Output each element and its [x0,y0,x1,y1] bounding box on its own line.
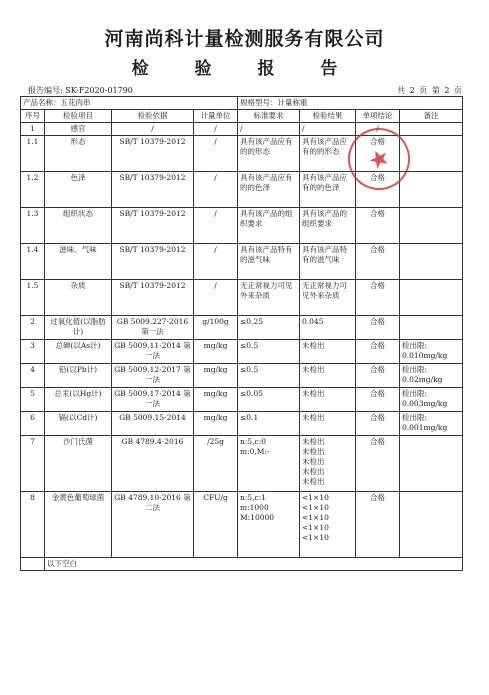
table-row [21,340,463,364]
table-row [21,364,463,388]
cell-result: 具有该产品应有的的形态 [300,136,356,172]
cell-req: ≤0.5 [238,364,300,388]
cell-note: 检出限: 0.02mg/kg [400,364,463,388]
cell-no: 1 [21,123,45,136]
col-header: 单项结论 [356,110,400,123]
cell-basis: SB/T 10379-2012 [112,208,194,244]
cell-item: 杂质 [45,280,112,316]
cell-note: 检出限: 0.003mg/kg [400,388,463,412]
cell-note [400,280,463,316]
cell-req: ≤0.05 [238,388,300,412]
cell-conclusion: 合格 [356,388,400,412]
cell-no: 5 [21,388,45,412]
cell-item: 色泽 [45,172,112,208]
table-row [21,388,463,412]
cell-req: 具有该产品的组织要求 [238,208,300,244]
header-row [21,110,463,123]
cell-unit: mg/kg [194,388,238,412]
spec-cell: 规格型号：计量称重 [238,97,463,110]
cell-note: 检出限: 0.001mg/kg [400,412,463,436]
col-header: 检验依据 [112,110,194,123]
cell-req: 具有该产品特有的滋气味 [238,244,300,280]
cell-conclusion: 合格 [356,364,400,388]
cell-basis: GB 4789.10-2016 第二法 [112,492,194,558]
cell-unit: CFU/g [194,492,238,558]
cell-result: 未检出 [300,364,356,388]
cell-no: 2 [21,316,45,340]
cell-item: 感官 [45,123,112,136]
cell-item: 沙门氏菌 [45,436,112,492]
cell-result: 0.045 [300,316,356,340]
cell-conclusion: 合格 [356,280,400,316]
cell-note [400,436,463,492]
cell-unit: mg/kg [194,412,238,436]
cell-item: 镉(以Cd计) [45,412,112,436]
cell-result: 具有该产品应有的的色泽 [300,172,356,208]
cell-conclusion: 合格 [356,340,400,364]
cell-no: 1.1 [21,136,45,172]
cell-conclusion: 合格 [356,172,400,208]
cell-result: 未检出 未检出 未检出 未检出 未检出 [300,436,356,492]
cell-unit: mg/kg [194,364,238,388]
cell-result: 无正常视力可见外来杂质 [300,280,356,316]
cell-result: 具有该产品的组织要求 [300,208,356,244]
cell-note [400,316,463,340]
col-header: 检验项目 [45,110,112,123]
cell-no: 7 [21,436,45,492]
cell-req: ≤0.25 [238,316,300,340]
table-row [21,412,463,436]
cell-conclusion: 合格 [356,208,400,244]
cell-no: 3 [21,340,45,364]
cell-note [400,244,463,280]
cell-note [400,208,463,244]
cell-conclusion: 合格 [356,492,400,558]
cell-result: / [300,123,356,136]
cell-item: 总汞(以Hg计) [45,388,112,412]
col-header: 标准要求 [238,110,300,123]
cell-result: 具有该产品特有的滋气味 [300,244,356,280]
cell-unit: / [194,280,238,316]
cell-req: 具有该产品应有的的形态 [238,136,300,172]
cell-req: n:5,c:1 m:1000 M:10000 [238,492,300,558]
cell-item: 总砷(以As计) [45,340,112,364]
cell-basis: SB/T 10379-2012 [112,172,194,208]
cell-conclusion: 合格 [356,316,400,340]
report-meta-row [28,85,462,96]
cell-conclusion: 合格 [356,136,400,172]
table-row [21,244,463,280]
cell-item: 滋味、气味 [45,244,112,280]
cell-basis: SB/T 10379-2012 [112,280,194,316]
cell-result: <1×10 <1×10 <1×10 <1×10 <1×10 [300,492,356,558]
page-info: 共 2 页 第 2 页 [397,86,462,95]
cell-req: n:5,c:0 m:0,M:- [238,436,300,492]
rows-body [21,123,463,558]
cell-conclusion: / [356,123,400,136]
table-row [21,280,463,316]
cell-unit: / [194,123,238,136]
cell-basis: GB 5009.227-2016 第一法 [112,316,194,340]
cell-no: 6 [21,412,45,436]
company-name: 河南尚科计量检测服务有限公司 [104,28,385,50]
cell-note [400,123,463,136]
col-header: 备注 [400,110,463,123]
cell-no: 1.3 [21,208,45,244]
cell-req: 具有该产品应有的的色泽 [238,172,300,208]
cell-no: 1.5 [21,280,45,316]
cell-unit: / [194,244,238,280]
cell-unit: / [194,208,238,244]
cell-basis: GB 5009.17-2014 第一法 [112,388,194,412]
cell-req: ≤0.5 [238,340,300,364]
product-name-cell: 产品名称：五花肉串 [21,97,238,110]
cell-unit: mg/kg [194,340,238,364]
cell-basis: SB/T 10379-2012 [112,244,194,280]
cell-req: 无正常视力可见外来杂质 [238,280,300,316]
cell-unit: / [194,136,238,172]
cell-basis: GB 5009.11-2014 第一法 [112,340,194,364]
cell-note [400,492,463,558]
table-row [21,492,463,558]
cell-item: 组织状态 [45,208,112,244]
cell-no: 1.2 [21,172,45,208]
report-number: 报告编号: SK-F2020-01790 [28,86,133,95]
cell-result: 未检出 [300,388,356,412]
report-title: 检 验 报 告 [131,59,358,79]
table-row [21,208,463,244]
col-header: 计量单位 [194,110,238,123]
cell-basis: GB 4789.4-2016 [112,436,194,492]
cell-no: 4 [21,364,45,388]
cell-basis: GB 5009.12-2017 第一法 [112,364,194,388]
cell-result: 未检出 [300,340,356,364]
table-row [21,436,463,492]
cell-item: 金黄色葡萄球菌 [45,492,112,558]
cell-basis: / [112,123,194,136]
table-row [21,316,463,340]
cell-conclusion: 合格 [356,244,400,280]
cell-item: 形态 [45,136,112,172]
cell-req: ≤0.1 [238,412,300,436]
cell-conclusion: 合格 [356,436,400,492]
cell-basis: SB/T 10379-2012 [112,136,194,172]
cell-conclusion: 合格 [356,412,400,436]
cell-unit: /25g [194,436,238,492]
blank-note: 以下空白 [45,558,463,571]
col-header: 检验结果 [300,110,356,123]
footer-row [21,558,463,571]
product-info-row [21,97,463,110]
col-header: 序号 [21,110,45,123]
cell-no: 1.4 [21,244,45,280]
cell-item: 过氧化值(以脂肪计) [45,316,112,340]
cell-result: 未检出 [300,412,356,436]
cell-note: 检出限: 0.010mg/kg [400,340,463,364]
cell-req: / [238,123,300,136]
cell-unit: / [194,172,238,208]
cell-unit: g/100g [194,316,238,340]
cell-item: 铅(以Pb计) [45,364,112,388]
cell-basis: GB 5009.15-2014 [112,412,194,436]
cell-no: 8 [21,492,45,558]
